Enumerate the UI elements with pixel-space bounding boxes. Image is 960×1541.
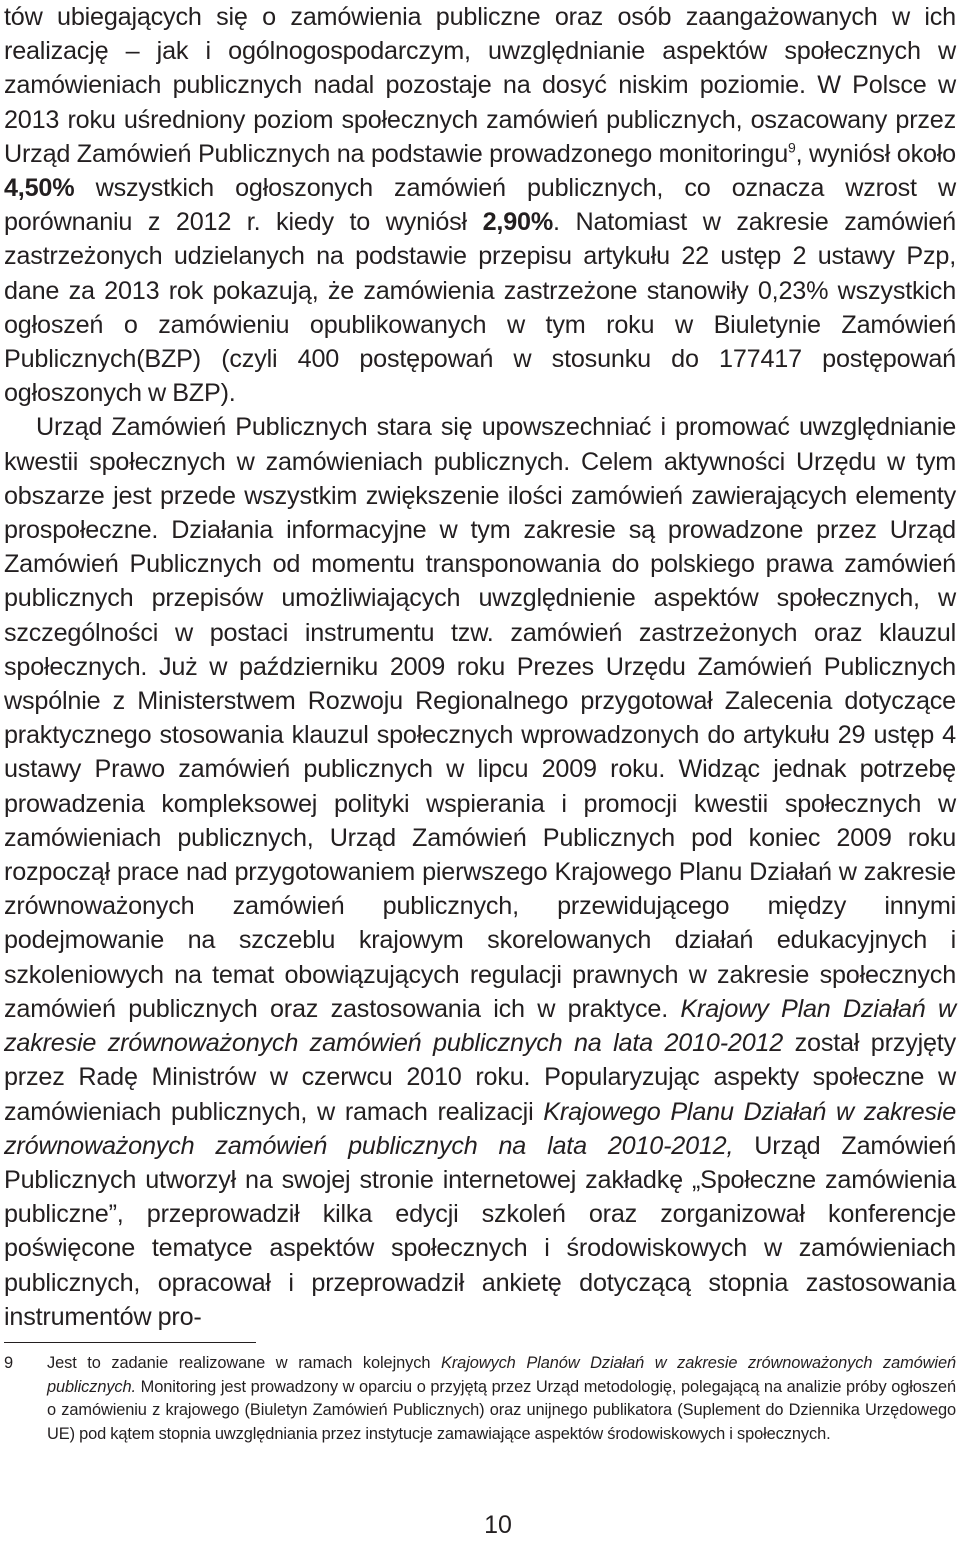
bold-percentage-2012: 2,90% — [482, 208, 554, 237]
footnote-text-part: Monitoring jest prowadzony w oparciu o przyjętą przez Urząd metodologię, polegającą na analizie próby ogłoszeń o zamówieniu z krajowego (Biuletyn Zamówień Publicznych) oraz unijnego publikatora (Suplement do Dziennika Urzędowego UE) pod kątem stopnia uwzględniania przez instytucje zamawiające aspektów środowiskowych i społecznych. — [47, 1377, 956, 1443]
body-text — [4, 0, 956, 1334]
footnote-italic-title: Krajowych Planów Działań w zakresie zrównoważonych zamówień publicznych. — [47, 1354, 956, 1396]
paragraph-text: tów ubiegających się o zamówienia publiczne oraz osób zaangażowanych w ich realizację – jak i ogólnogospodarczym, uwzględnianie aspektów społecznych w zamówieniach publicznych nadal pozostaje na dosyć niskim poziomie. W Polsce w 2013 roku uśredniony poziom społecznych zamówień publicznych, oszacowany przez Urząd Zamówień Publicznych na podstawie prowadzonego monitoringu — [4, 3, 956, 168]
paragraph-text: wszystkich ogłoszonych zamówień publicznych, co oznacza wzrost w porównaniu z 2012 r. kiedy to wyniósł — [4, 174, 956, 237]
paragraph-text: . Natomiast w zakresie zamówień zastrzeżonych udzielanych na podstawie przepisu artykułu 22 ustęp 2 ustawy Pzp, dane za 2013 rok pokazują, że zamówienia zastrzeżone stanowiły 0,23% wszystkich ogłoszeń o zamówieniu opublikowanych w tym roku w Biuletynie Zamówień Publicznych(BZP) (czyli 400 postępowań w stosunku do 177417 postępowań ogłoszonych w BZP). — [4, 208, 956, 408]
paragraph-uzp-activities — [4, 410, 956, 1333]
footnote-reference[interactable]: 9 — [788, 139, 796, 156]
bold-percentage-2013: 4,50% — [4, 174, 75, 203]
paragraph-text: został przyjęty przez Radę Ministrów w czerwcu 2010 roku. Popularyzując aspekty społeczne w zamówieniach publicznych, w ramach realizacji — [4, 1029, 956, 1126]
paragraph-text: Urząd Zamówień Publicznych utworzył na swojej stronie internetowej zakładkę „Społeczne zamówienia publiczne”, przeprowadził kilka edycji szkoleń oraz zorganizował konferencje poświęcone tematyce aspektów społecznych i środowiskowych w zamówieniach publicznych, opracował i przeprowadził ankietę dotyczącą stopnia zastosowania instrumentów pro- — [4, 1131, 956, 1331]
paragraph-text: Urząd Zamówień Publicznych stara się upowszechniać i promować uwzględnianie kwestii społecznych w zamówieniach publicznych. Celem aktywności Urzędu w tym obszarze jest przede wszystkim zwiększenie ilości zamówień zawierających elementy prospołeczne. Działania informacyjne w tym zakresie są prowadzone przez Urząd Zamówień Publicznych od momentu transponowania do polskiego prawa zamówień publicznych przepisów umożliwiających uwzględnienie aspektów społecznych, w szczególności w postaci instrumentu tzw. zamówień zastrzeżonych oraz klauzul społecznych. Już w październiku 2009 roku Prezes Urzędu Zamówień Publicznych wspólnie z Ministerstwem Rozwoju Regionalnego przygotował Zalecenia dotyczące praktycznego stosowania klauzul społecznych wprowadzonych do artykułu 29 ustęp 4 ustawy Prawo zamówień publicznych w lipcu 2009 roku. Widząc jednak potrzebę prowadzenia kompleksowej polityki wspierania i promocji kwestii społecznych w zamówieniach publicznych, Urząd Zamówień Publicznych pod koniec 2009 roku rozpoczął prace nad przygotowaniem pierwszego Krajowego Planu Działań w zakresie zrównoważonych zamówień publicznych, przewidującego między innymi podejmowanie na szczeblu krajowym skorelowanych działań edukacyjnych i szkoleniowych na temat obowiązujących regulacji prawnych w zakresie społecznych zamówień publicznych oraz zastosowania ich w praktyce. — [4, 413, 956, 1023]
paragraph-statistics — [4, 0, 956, 410]
italic-plan-title: Krajowego Planu Działań w zakresie zrównoważonych zamówień publicznych na lata 2010-2012, — [4, 1097, 957, 1160]
footnote-text-part: Jest to zadanie realizowane w ramach kolejnych — [47, 1354, 441, 1372]
footnote-number: 9 — [4, 1354, 14, 1372]
footnote-divider — [4, 1342, 256, 1343]
paragraph-text: , wyniósł około — [795, 139, 956, 168]
italic-plan-title: Krajowy Plan Działań w zakresie zrównoważonych zamówień publicznych na lata 2010-2012 — [4, 994, 956, 1058]
page-number: 10 — [484, 1511, 512, 1539]
footnote-text — [47, 1352, 956, 1446]
footnote — [4, 1352, 956, 1446]
